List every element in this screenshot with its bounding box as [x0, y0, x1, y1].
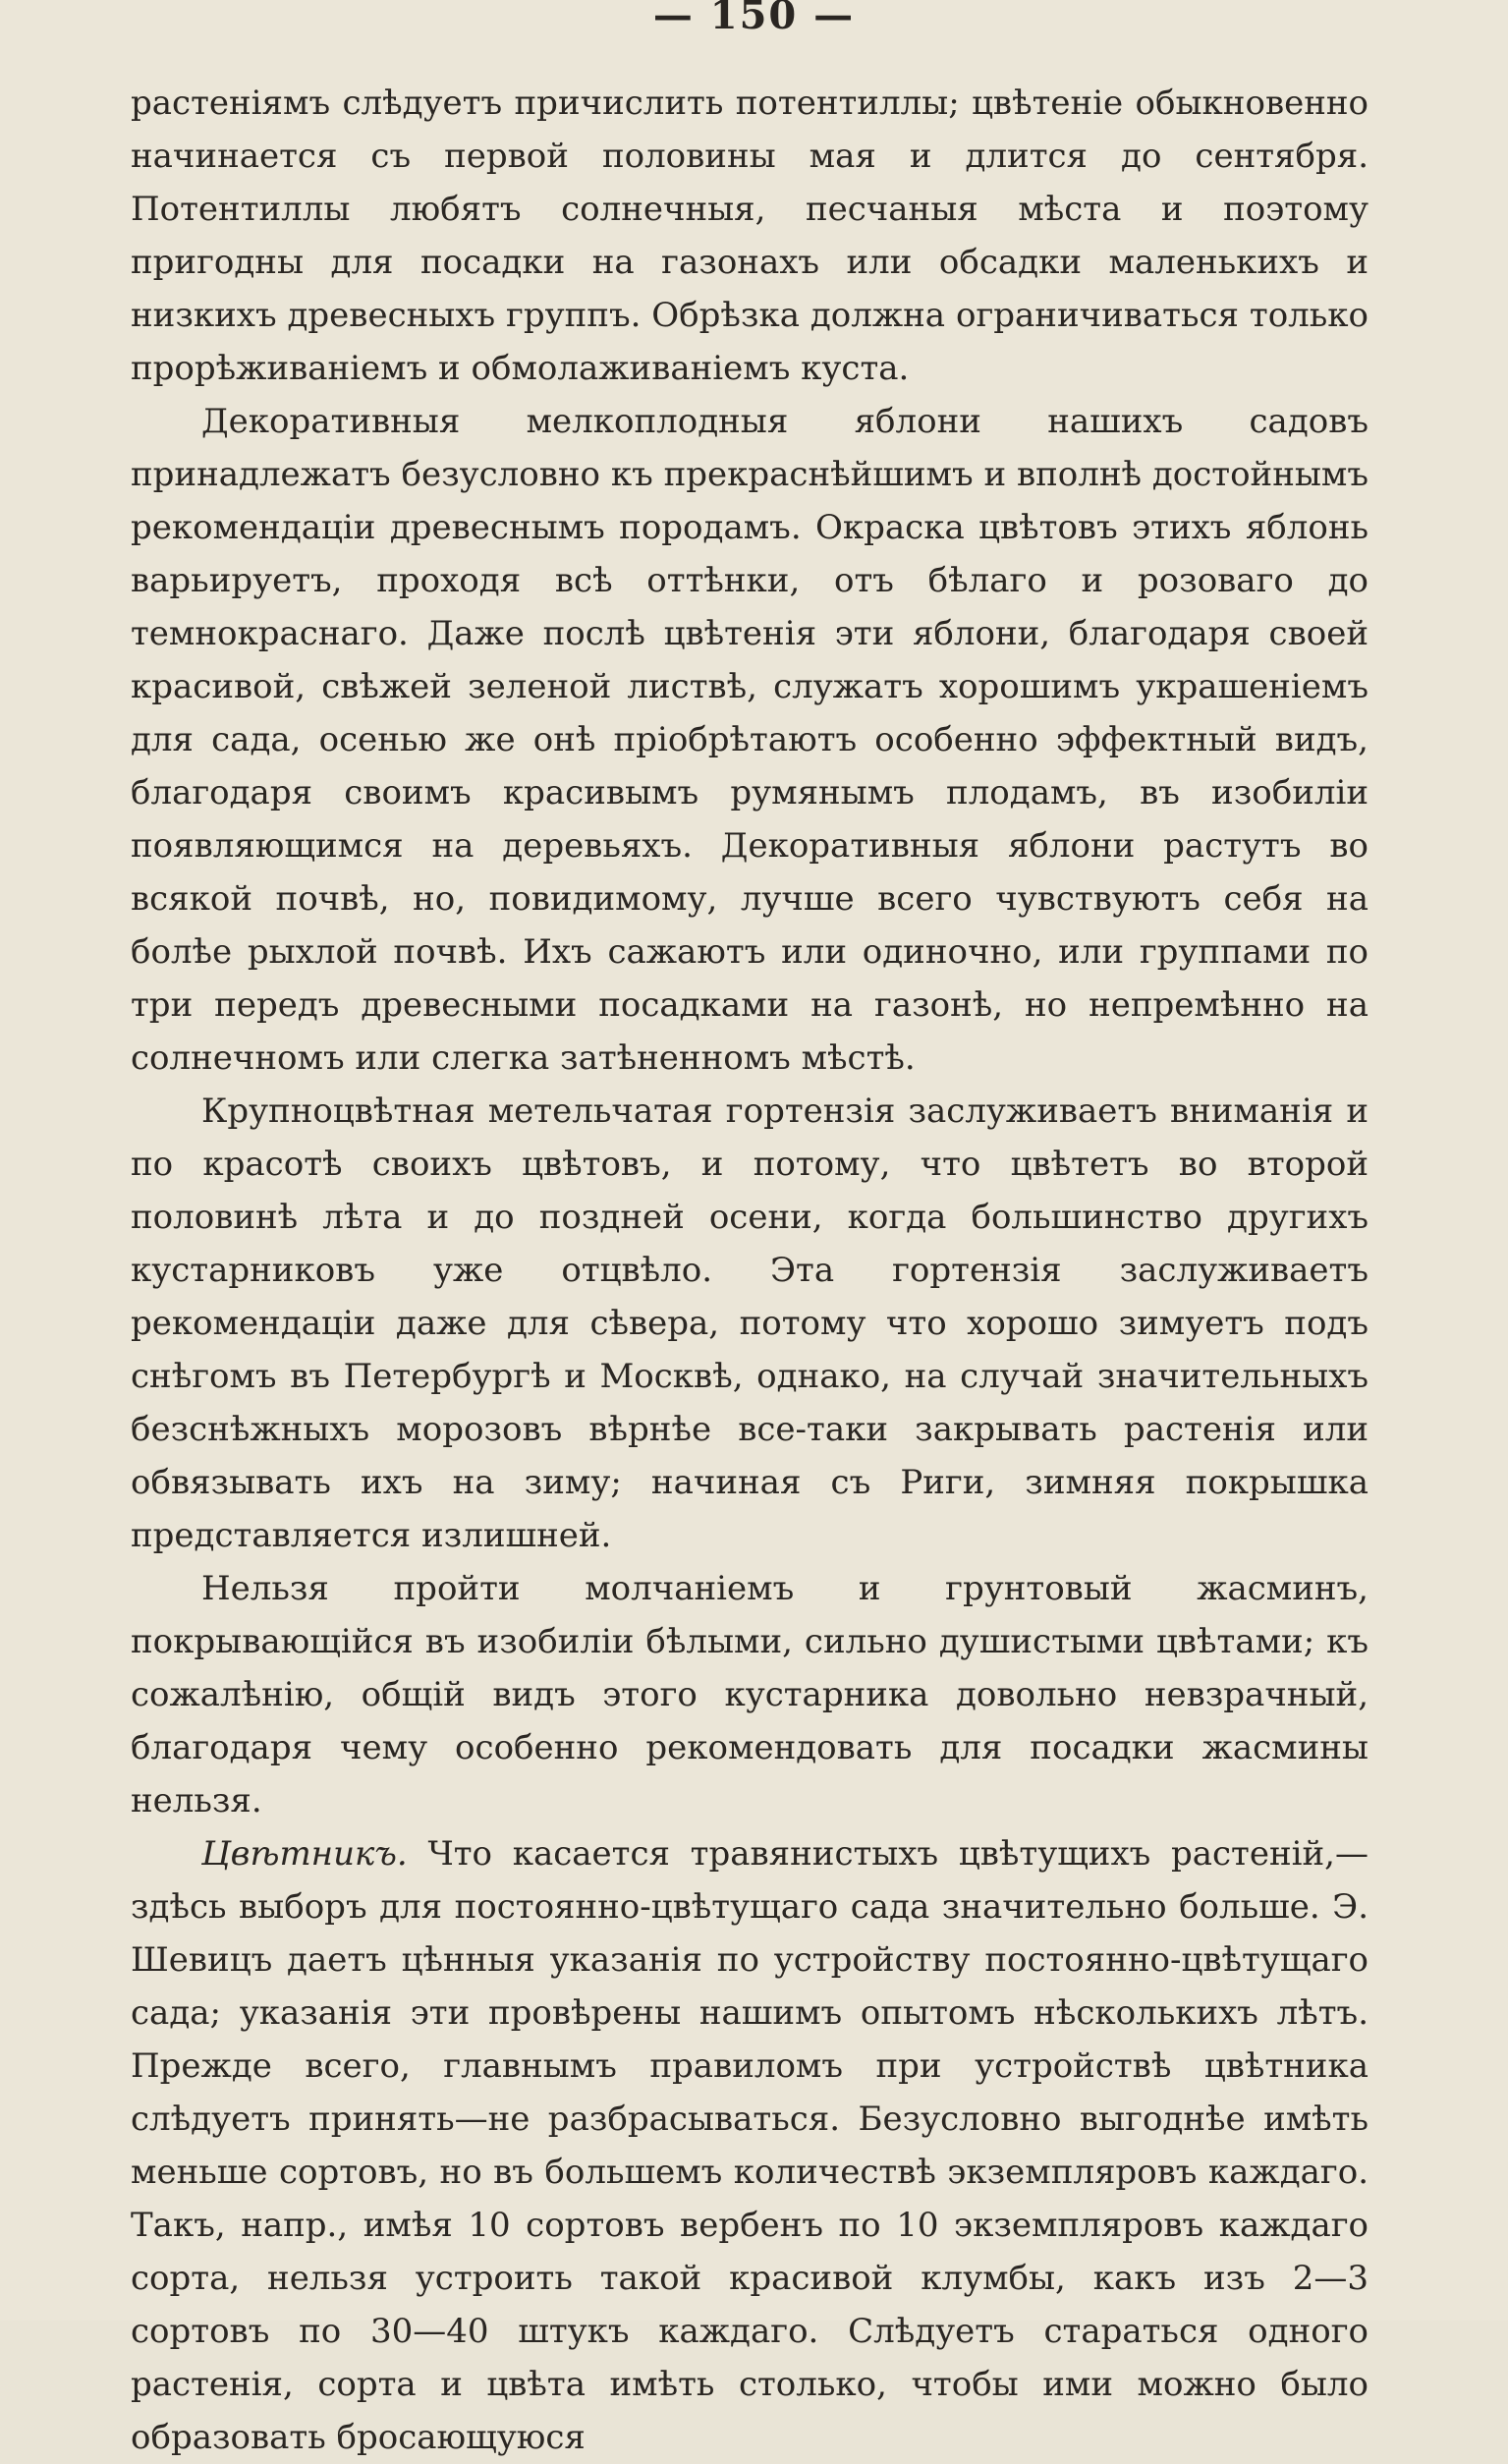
paragraph-text: Что касается травянистыхъ цвѣтущихъ растеній,—здѣсь выборъ для постоянно-цвѣтущаго сада значительно больше. Э. Шевицъ даетъ цѣнныя указанія по устройству постоянно-цвѣтущаго сада; указанія эти провѣрены нашимъ опытомъ нѣсколькихъ лѣтъ. Прежде всего, главнымъ правиломъ при устройствѣ цвѣтника слѣдуетъ принять—не разбрасываться. Безусловно выгоднѣе имѣть меньше сортовъ, но въ большемъ количествѣ экземпляровъ каждаго. Такъ, напр., имѣя 10 сортовъ вербенъ по 10 экземпляровъ каждаго сорта, нельзя устроить такой красивой клумбы, какъ изъ 2—3 сортовъ по 30—40 штукъ каждаго. Слѣдуетъ стараться одного растенія, сорта и цвѣта имѣть столько, чтобы ими можно было образовать бросающуюся: [131, 1834, 1368, 2457]
paragraph-potentilla: [131, 77, 1368, 395]
paragraph-jasmine: [131, 1562, 1368, 1827]
paragraph-text: Декоративныя мелкоплодныя яблони нашихъ садовъ принадлежатъ безусловно къ прекраснѣйшимъ и вполнѣ достойнымъ рекомендаціи древеснымъ породамъ. Окраска цвѣтовъ этихъ яблонь варьируетъ, проходя всѣ оттѣнки, отъ бѣлаго и розоваго до темнокраснаго. Даже послѣ цвѣтенія эти яблони, благодаря своей красивой, свѣжей зеленой листвѣ, служатъ хорошимъ украшеніемъ для сада, осенью же онѣ пріобрѣтаютъ особенно эффектный видъ, благодаря своимъ красивымъ румянымъ плодамъ, въ изобиліи появляющимся на деревьяхъ. Декоративныя яблони растутъ во всякой почвѣ, но, повидимому, лучше всего чувствуютъ себя на болѣе рыхлой почвѣ. Ихъ сажаютъ или одиночно, или группами по три передъ древесными посадками на газонѣ, но непремѣнно на солнечномъ или слегка затѣненномъ мѣстѣ.: [131, 402, 1368, 1078]
paragraph-text: растеніямъ слѣдуетъ причислить потентиллы; цвѣтеніе обыкновенно начинается съ первой половины мая и длится до сентября. Потентиллы любятъ солнечныя, песчаныя мѣста и поэтому пригодны для посадки на газонахъ или обсадки маленькихъ и низкихъ древесныхъ группъ. Обрѣзка должна ограничиваться только прорѣживаніемъ и обмолаживаніемъ куста.: [131, 84, 1368, 388]
section-lead: Цвѣтникъ.: [201, 1834, 408, 1874]
paragraph-text: Нельзя пройти молчаніемъ и грунтовый жасминъ, покрывающійся въ изобиліи бѣлыми, сильно душистыми цвѣтами; къ сожалѣнію, общій видъ этого кустарника довольно невзрачный, благодаря чему особенно рекомендовать для посадки жасмины нельзя.: [131, 1569, 1368, 1820]
paragraph-text: Крупноцвѣтная метельчатая гортензія заслуживаетъ вниманія и по красотѣ своихъ цвѣтовъ, и потому, что цвѣтетъ во второй половинѣ лѣта и до поздней осени, когда большинство другихъ кустарниковъ уже отцвѣло. Эта гортензія заслуживаетъ рекомендаціи даже для сѣвера, потому что хорошо зимуетъ подъ снѣгомъ въ Петербургѣ и Москвѣ, однако, на случай значительныхъ безснѣжныхъ морозовъ вѣрнѣе все-таки закрывать растенія или обвязывать ихъ на зиму; начиная съ Риги, зимняя покрышка представляется излишней.: [131, 1092, 1368, 1555]
paragraph-flower-garden: [131, 1827, 1368, 2464]
paragraph-hydrangea: [131, 1085, 1368, 1562]
paragraph-apple-trees: [131, 395, 1368, 1085]
page-number: — 150 —: [652, 0, 856, 29]
text-body: [131, 77, 1368, 2464]
